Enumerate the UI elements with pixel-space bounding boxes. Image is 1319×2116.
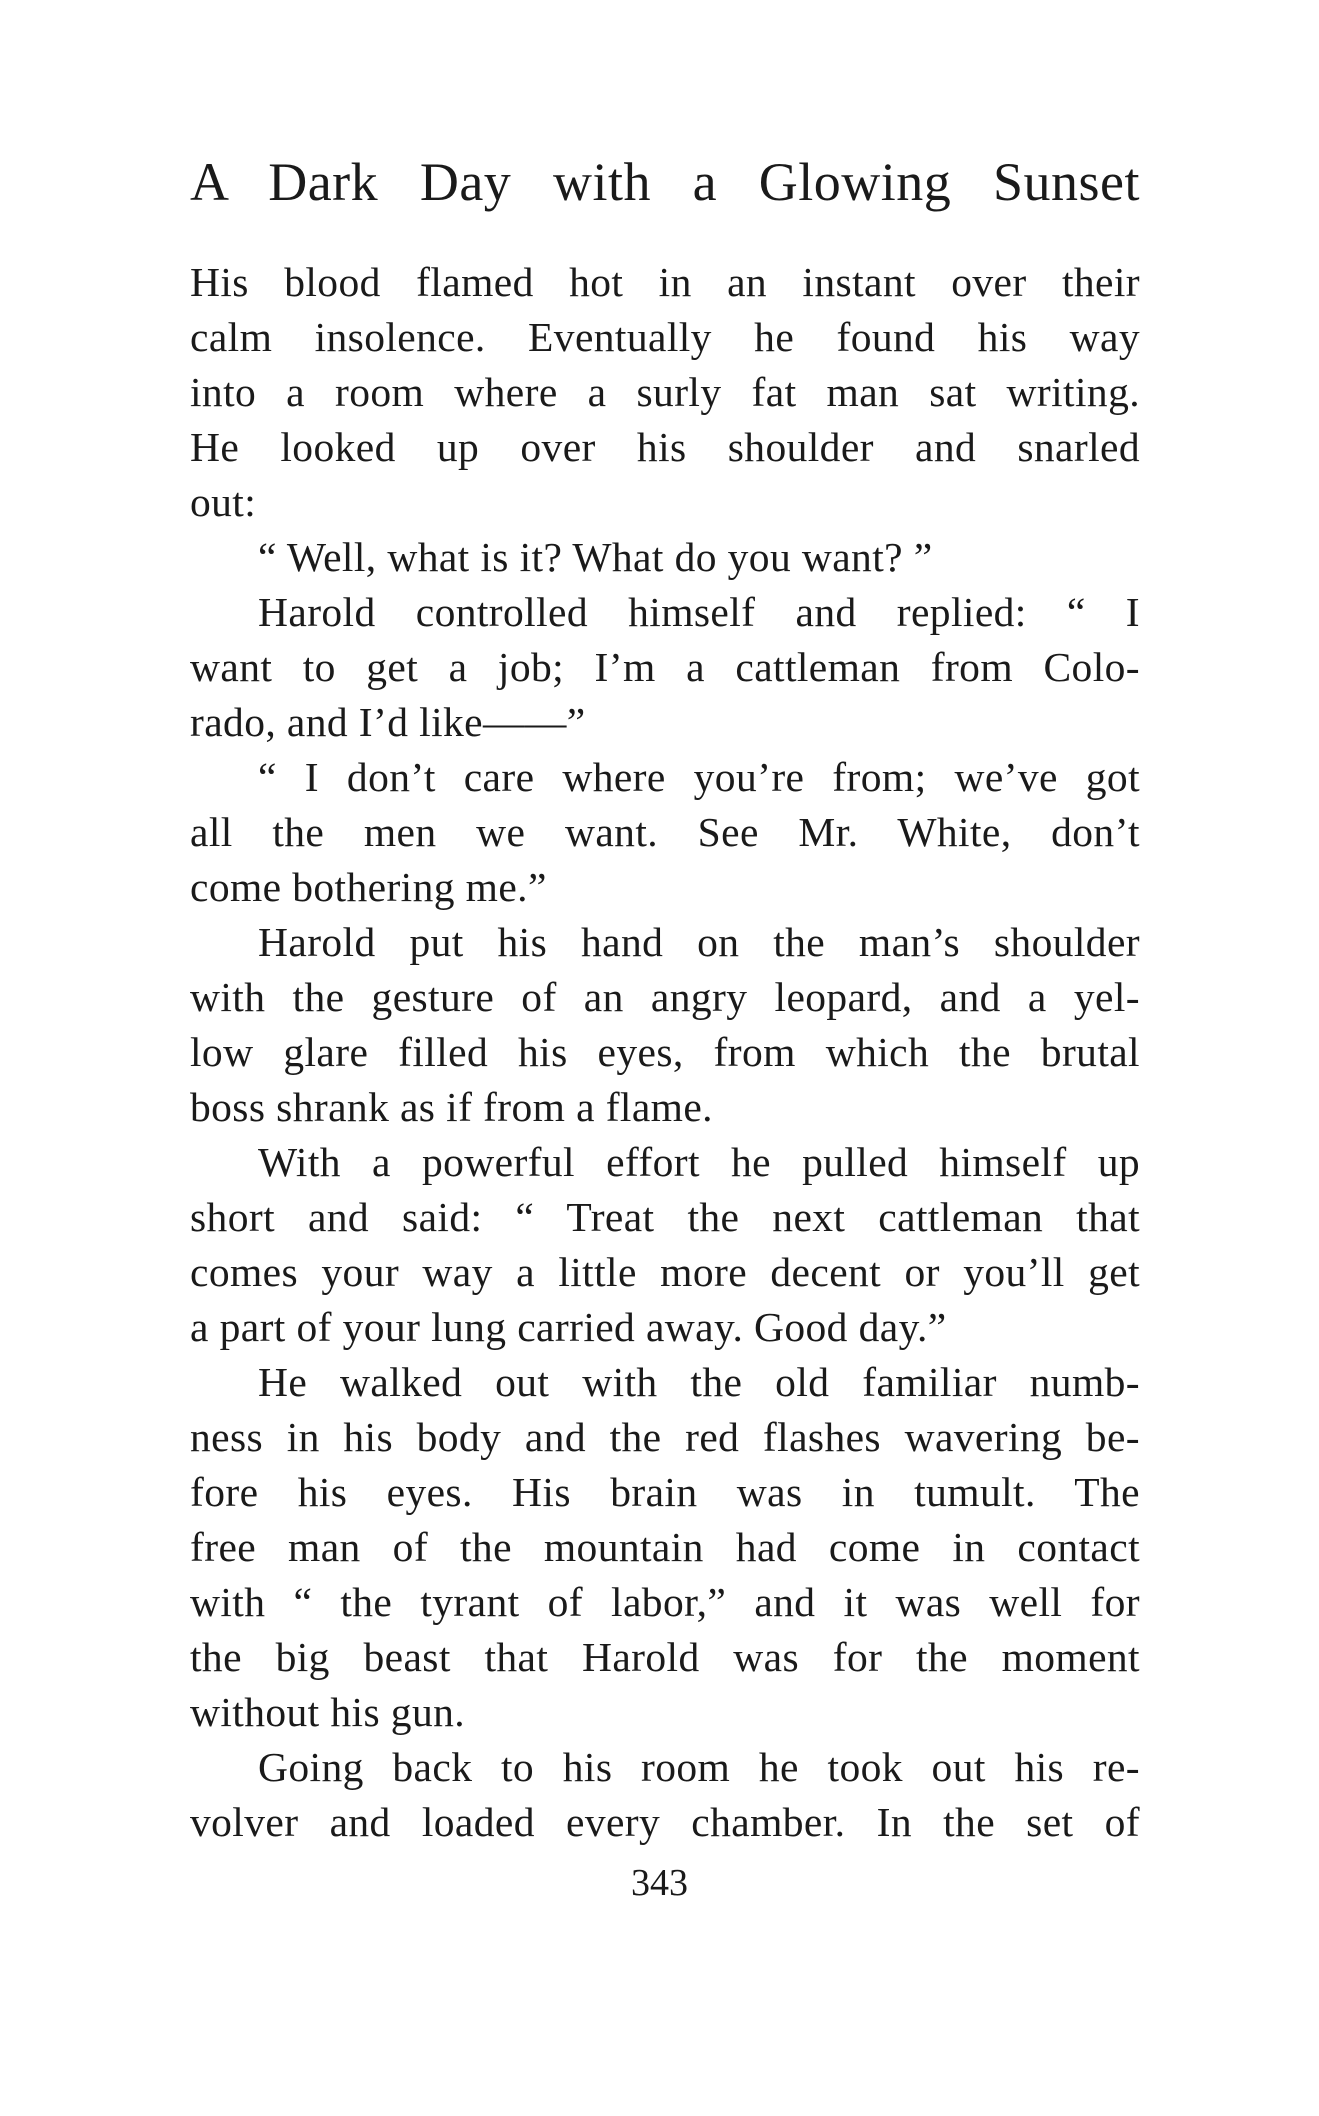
text-line: a part of your lung carried away. Good day.” [190,1304,947,1350]
text-line: comes your way a little more decent or you’ll get [190,1249,1140,1295]
text-line: with the gesture of an angry leopard, and a yel- [190,974,1140,1020]
text-line: the big beast that Harold was for the moment [190,1634,1140,1680]
text-line: Harold put his hand on the man’s shoulder [258,919,1140,965]
text-line: “ I don’t care where you’re from; we’ve got [258,754,1140,800]
text-line: calm insolence. Eventually he found his way [190,314,1140,360]
text-line: He looked up over his shoulder and snarled [190,424,1140,470]
text-line: He walked out with the old familiar numb- [258,1359,1140,1405]
text-line: rado, and I’d like——” [190,699,586,745]
text-line: volver and loaded every chamber. In the set of [190,1799,1140,1845]
text-line: with “ the tyrant of labor,” and it was well for [190,1579,1140,1625]
text-line: “ Well, what is it? What do you want? ” [258,534,933,580]
text-line: His blood flamed hot in an instant over their [190,259,1140,305]
text-line: low glare filled his eyes, from which the brutal [190,1029,1140,1075]
text-line: all the men we want. See Mr. White, don’t [190,809,1140,855]
running-head: A Dark Day with a Glowing Sunset [190,152,1140,212]
text-line: With a powerful effort he pulled himself up [258,1139,1140,1185]
text-line: Going back to his room he took out his re- [258,1744,1140,1790]
text-line: want to get a job; I’m a cattleman from Colo- [190,644,1140,690]
text-line: free man of the mountain had come in contact [190,1524,1140,1570]
text-line: boss shrank as if from a flame. [190,1084,713,1130]
text-line: ness in his body and the red flashes wavering be- [190,1414,1140,1460]
text-line: fore his eyes. His brain was in tumult. The [190,1469,1140,1515]
page-number: 343 [631,1862,688,1904]
text-line: into a room where a surly fat man sat writing. [190,369,1140,415]
text-line: without his gun. [190,1689,466,1735]
text-line: short and said: “ Treat the next cattleman that [190,1194,1140,1240]
text-line: come bothering me.” [190,864,547,910]
text-line: Harold controlled himself and replied: “ I [258,589,1140,635]
text-line: out: [190,479,257,525]
